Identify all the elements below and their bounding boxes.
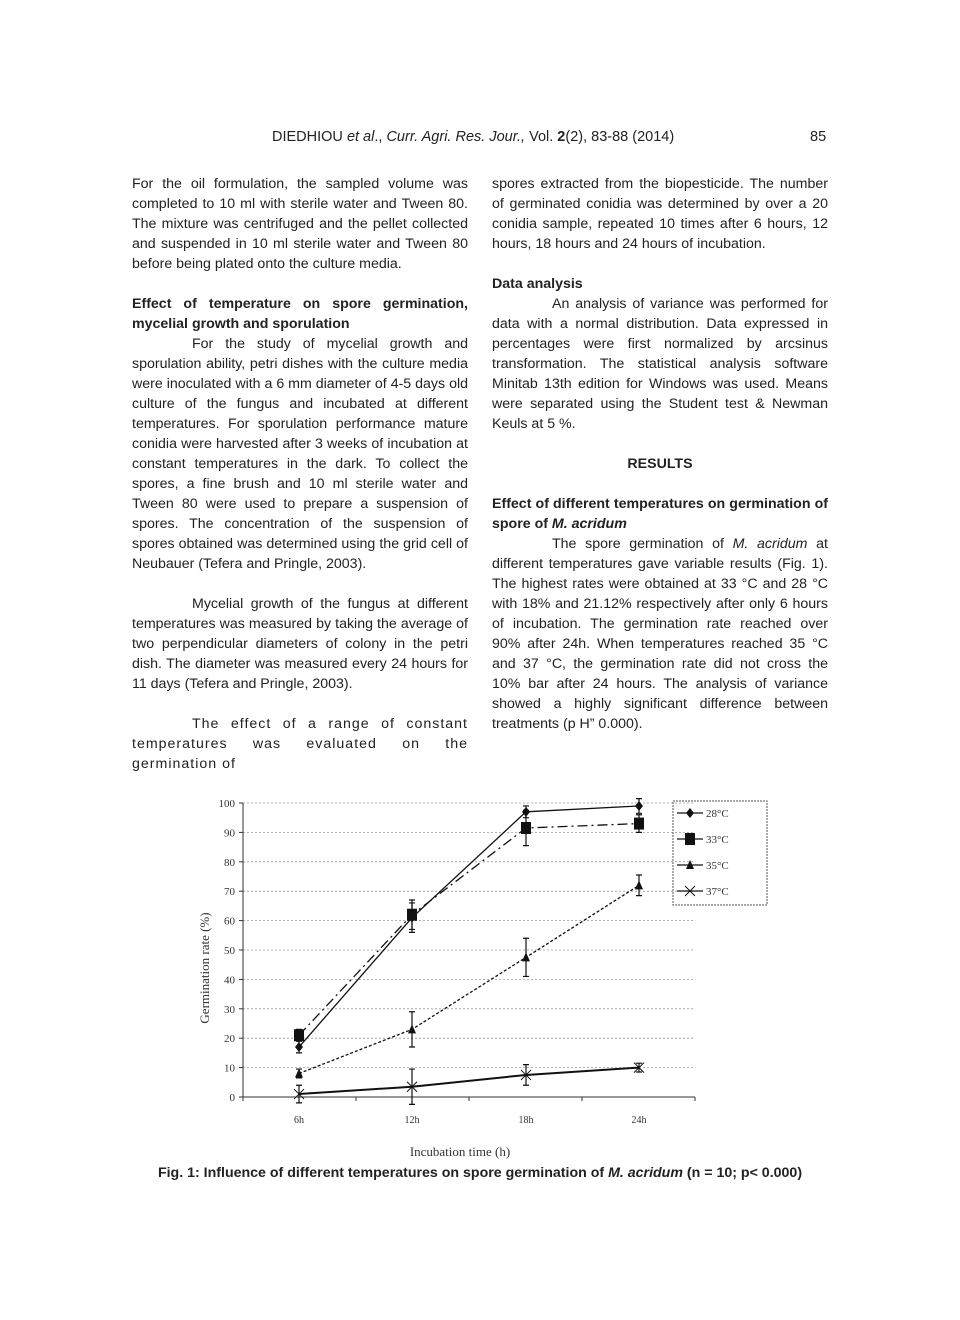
caption-text: (n = 10; p< 0.000) <box>682 1165 803 1181</box>
header-journal: Curr. Agri. Res. Jour., <box>386 129 526 145</box>
triangle-marker <box>635 880 643 889</box>
triangle-marker <box>408 1024 416 1033</box>
header-vol-label: Vol. <box>529 129 554 145</box>
page-number: 85 <box>810 129 827 145</box>
running-header: DIEDHIOU et al., Curr. Agri. Res. Jour., Vol. 2(2), 83-88 (2014) <box>272 129 675 145</box>
y-tick-label: 50 <box>224 945 235 957</box>
square-marker <box>294 1029 304 1041</box>
species: M. acridum <box>732 536 808 552</box>
diamond-marker <box>686 808 694 818</box>
series-line-0 <box>299 806 639 1047</box>
legend-label: 37°C <box>706 886 729 898</box>
section-heading: Effect of temperature on spore germination, mycelial growth and sporulation <box>132 296 468 332</box>
square-marker <box>407 909 417 921</box>
heading-text: Effect of different temperatures on germination of spore of <box>492 496 828 532</box>
legend-label: 33°C <box>706 834 729 846</box>
y-tick-label: 70 <box>224 886 235 899</box>
figure-caption <box>0 1165 960 1181</box>
y-tick-label: 90 <box>224 827 235 840</box>
legend-label: 28°C <box>706 808 729 820</box>
heading-species: M. acridum <box>551 516 627 532</box>
y-tick-label: 100 <box>218 798 235 810</box>
y-tick-label: 40 <box>224 974 235 987</box>
paragraph: spores extracted from the biopesticide. The number of germinated conidia was determined by over a 20 conidia sample, repeated 10 times after 6 hours, 12 hours, 18 hours and 24 hours of incubation. <box>492 176 828 252</box>
y-tick-label: 30 <box>224 1003 235 1016</box>
results-heading: RESULTS <box>627 456 693 472</box>
header-vol: 2 <box>557 129 566 145</box>
square-marker <box>521 822 531 834</box>
text: The spore germination of <box>552 536 733 552</box>
x-axis-label: Incubation time (h) <box>409 1144 511 1159</box>
text: at different temperatures gave variable results (Fig. 1). The highest rates were obtained at 33 °C and 28 °C with 18% and 21.12% respectively after only 6 hours of incubation. The germination rate reached over 90% after 24h. When temperatures reached 35 °C and 37 °C, the germination rate did not cross the 10% bar after 24 hours. The analysis of variance showed a highly significant difference between treatments (p H” 0.000). <box>492 536 829 732</box>
paragraph: An analysis of variance was performed for data with a normal distribution. Data expressed in percentages were first normalized by arcsinus transformation. The statistical analysis software Minitab 13th edition for Windows was used. Means were separated using the Student test & Newman Keuls at 5 %. <box>492 296 828 432</box>
paragraph: The effect of a range of constant temperatures was evaluated on the germination of <box>132 716 468 772</box>
diamond-marker <box>635 801 643 811</box>
y-tick-label: 10 <box>224 1062 235 1075</box>
x-tick-label: 18h <box>518 1115 534 1126</box>
series-line-3 <box>299 1068 639 1094</box>
y-tick-label: 0 <box>229 1092 235 1104</box>
x-tick-label: 24h <box>631 1115 647 1126</box>
legend-label: 35°C <box>706 860 729 872</box>
x-tick-label: 12h <box>404 1115 420 1126</box>
square-marker <box>685 833 695 845</box>
header-issue: (2), 83-88 (2014) <box>565 129 675 145</box>
caption-text: Fig. 1: Influence of different temperatures on spore germination of <box>157 1165 609 1181</box>
triangle-marker <box>522 952 530 961</box>
y-tick-label: 60 <box>224 915 235 928</box>
x-tick-label: 6h <box>294 1115 304 1126</box>
y-tick-label: 80 <box>224 856 235 869</box>
y-axis-label: Germination rate (%) <box>197 912 212 1024</box>
paragraph: For the study of mycelial growth and sporulation ability, petri dishes with the culture media were inoculated with a 6 mm diameter of 4-5 days old culture of the fungus and incubated at different temperatures. For sporulation performance mature conidia were harvested after 3 weeks of incubation at constant temperatures in the dark. To collect the spores, a fine brush and 10 ml sterile water and Tween 80 were used to prepare a suspension of spores. The concentration of the suspension of spores obtained was determined using the grid cell of Neubauer (Tefera and Pringle, 2003). <box>132 336 468 572</box>
square-marker <box>634 818 644 830</box>
header-etal: et al <box>346 129 375 145</box>
y-tick-label: 20 <box>224 1033 235 1046</box>
series-line-1 <box>299 824 639 1036</box>
caption-species: M. acridum <box>608 1165 683 1181</box>
paragraph: Mycelial growth of the fungus at different temperatures was measured by taking the average of two perpendicular diameters of colony in the petri dish. The diameter was measured every 24 hours for 11 days (Tefera and Pringle, 2003). <box>132 596 468 692</box>
paragraph: For the oil formulation, the sampled volume was completed to 10 ml with sterile water and Tween 80. The mixture was centrifuged and the pellet collected and suspended in 10 ml sterile water and Tween 80 before being plated onto the culture media. <box>132 176 468 272</box>
header-authors: DIEDHIOU <box>272 129 343 145</box>
section-heading: Data analysis <box>492 276 583 292</box>
